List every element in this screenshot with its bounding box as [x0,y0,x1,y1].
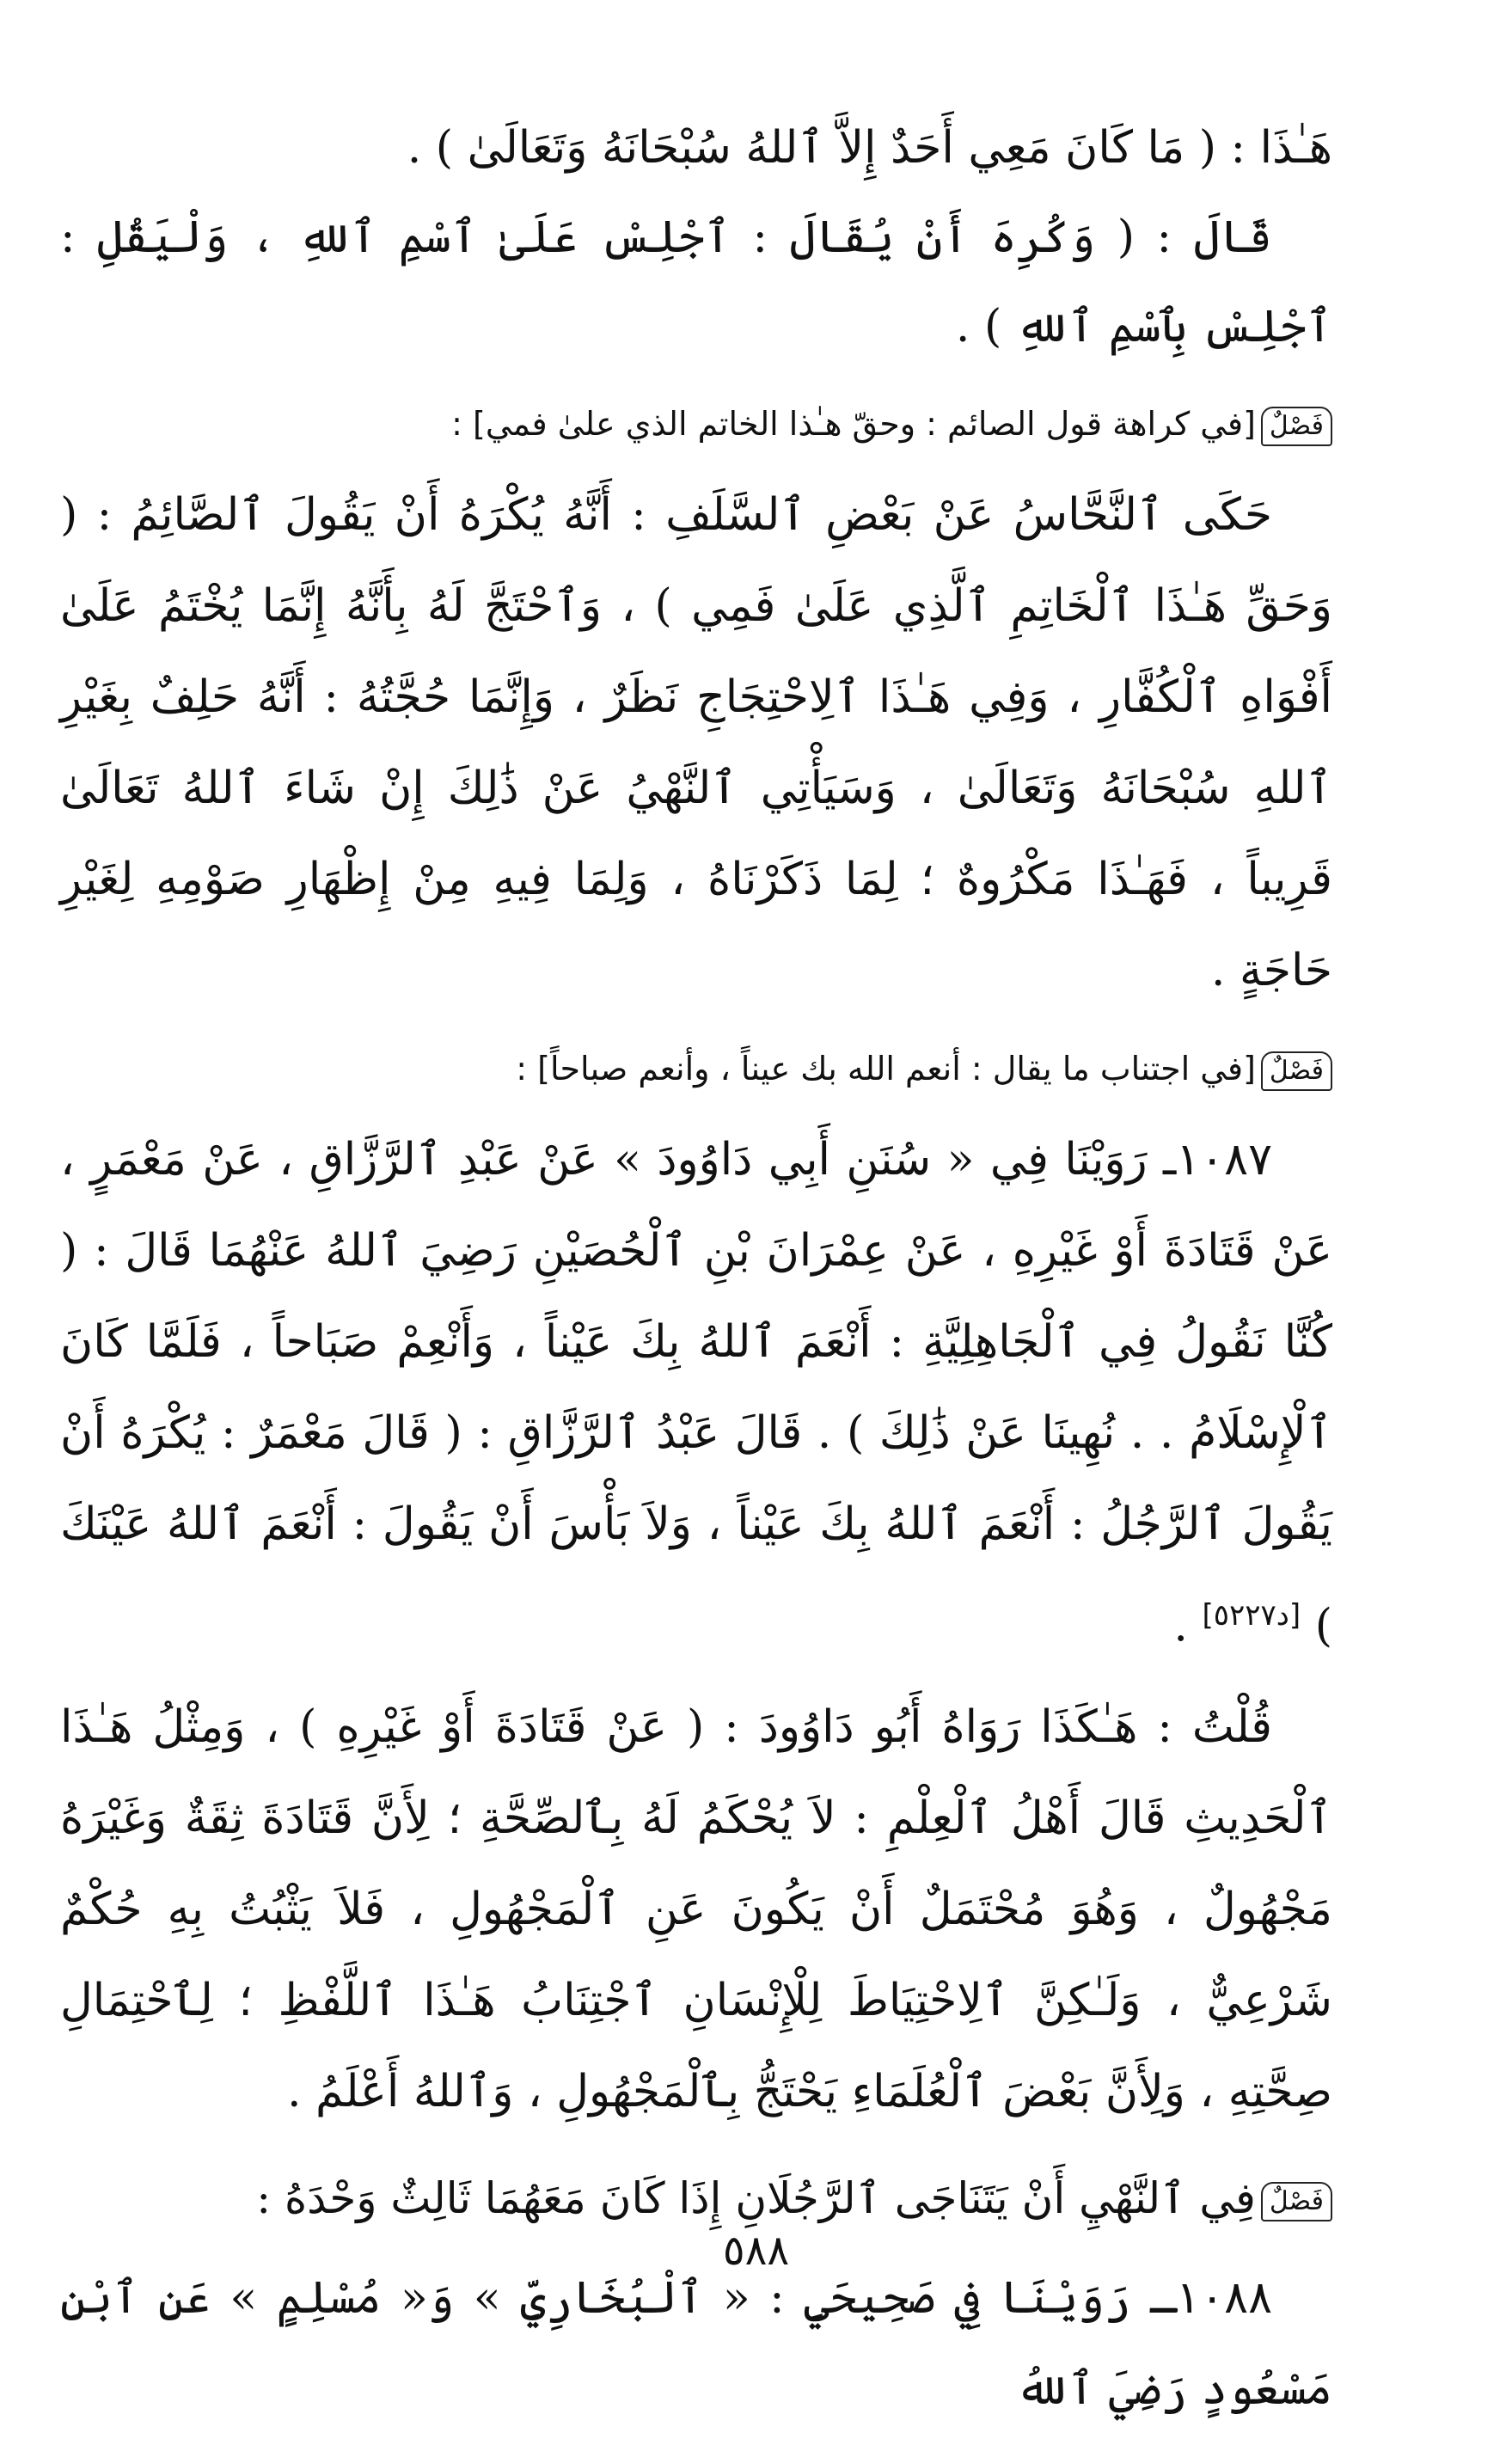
source-reference: [د٥٢٢٧] [1202,1598,1301,1633]
section-heading-2 [60,1039,1332,1099]
paragraph-hadith-1087 [60,1114,1332,1671]
paragraph-hadith-1088: ١٠٨٨ـ رَوَيْنَا فِي صَحِيحَيِ : « ٱلْبُخَارِيِّ » وَ« مُسْلِمٍ » عَنِ ٱبْنِ مَسْعُودٍ رَضِيَ ٱللهُ [60,2272,1332,2416]
paragraph-1: حَكَى ٱلنَّحَّاسُ عَنْ بَعْضِ ٱلسَّلَفِ : أَنَّهُ يُكْرَهُ أَنْ يَقُولَ ٱلصَّائِمُ : ( وَحَقِّ هَـٰذَا ٱلْخَاتِمِ ٱلَّذِي عَلَىٰ فَمِي ) ، وَٱحْتَجَّ لَهُ بِأَنَّهُ إِنَّمَا يُخْتَمُ عَلَىٰ أَفْوَاهِ ٱلْكُفَّارِ ، وَفِي هَـٰذَا ٱلِاحْتِجَاجِ نَظَرٌ ، وَإِنَّمَا حُجَّتُهُ : أَنَّهُ حَلِفٌ بِغَيْرِ ٱللهِ سُبْحَانَهُ وَتَعَالَىٰ ، وَسَيَأْتِي ٱلنَّهْيُ عَنْ ذَٰلِكَ إِنْ شَاءَ ٱللهُ تَعَالَىٰ قَرِيباً ، فَهَـٰذَا مَكْرُوهٌ ؛ لِمَا ذَكَرْنَاهُ ، وَلِمَا فِيهِ مِنْ إِظْهَارِ صَوْمِهِ لِغَيْرِ حَاجَةٍ . [60,489,1332,996]
section-title-3: فِي ٱلنَّهْيِ أَنْ يَتَنَاجَى ٱلرَّجُلَانِ إِذَا كَانَ مَعَهُمَا ثَالِثٌ وَحْدَهُ : [256,2173,1256,2224]
fasl-ornament: فَصْلٌ [1261,407,1332,446]
text-line-1: هَـٰذَا : ( مَا كَانَ مَعِي أَحَدٌ إِلاَّ ٱللهُ سُبْحَانَهُ وَتَعَالَىٰ ) . [407,122,1332,174]
paragraph-end: . [1173,1600,1203,1652]
section-title-2: [في اجتناب ما يقال : أنعم الله بك عيناً ، وأنعم صباحاً] : [516,1050,1256,1088]
hadith-text: ١٠٨٧ـ رَوَيْنَا فِي « سُنَنِ أَبِي دَاوُودَ » عَنْ عَبْدِ ٱلرَّزَّاقِ ، عَنْ مَعْمَرٍ ، عَنْ قَتَادَةَ أَوْ غَيْرِهِ ، عَنْ عِمْرَانَ بْنِ ٱلْحُصَيْنِ رَضِيَ ٱللهُ عَنْهُمَا قَالَ : ( كُنَّا نَقُولُ فِي ٱلْجَاهِلِيَّةِ : أَنْعَمَ ٱللهُ بِكَ عَيْناً ، وَأَنْعِمْ صَبَاحاً ، فَلَمَّا كَانَ ٱلْإِسْلَامُ . . نُهِينَا عَنْ ذَٰلِكَ ) . قَالَ عَبْدُ ٱلرَّزَّاقِ : ( قَالَ مَعْمَرٌ : يُكْرَهُ أَنْ يَقُولَ ٱلرَّجُلُ : أَنْعَمَ ٱللهُ بِكَ عَيْناً ، وَلاَ بَأْسَ أَنْ يَقُولَ : أَنْعَمَ ٱللهُ عَيْنَكَ ) [60,1134,1332,1652]
section-title-1: [في كراهة قول الصائم : وحقّ هـٰذا الخاتم الذي علىٰ فمي] : [451,405,1256,443]
page-body [60,103,1332,2445]
paragraph-commentary: قُلْتُ : هَـٰكَذَا رَوَاهُ أَبُو دَاوُودَ : ( عَنْ قَتَادَةَ أَوْ غَيْرِهِ ) ، وَمِثْلُ هَـٰذَا ٱلْحَدِيثِ قَالَ أَهْلُ ٱلْعِلْمِ : لاَ يُحْكَمُ لَهُ بِٱلصِّحَّةِ ؛ لِأَنَّ قَتَادَةَ ثِقَةٌ وَغَيْرَهُ مَجْهُولٌ ، وَهُوَ مُحْتَمَلٌ أَنْ يَكُونَ عَنِ ٱلْمَجْهُولِ ، فَلاَ يَثْبُتُ بِهِ حُكْمٌ شَرْعِيٌّ ، وَلَـٰكِنَّ ٱلِاحْتِيَاطَ لِلْإِنْسَانِ ٱجْتِنَابُ هَـٰذَا ٱللَّفْظِ ؛ لِٱحْتِمَالِ صِحَّتِهِ ، وَلِأَنَّ بَعْضَ ٱلْعُلَمَاءِ يَحْتَجُّ بِٱلْمَجْهُولِ ، وَٱللهُ أَعْلَمُ . [60,1701,1332,2118]
text-line-2: قَالَ : ( وَكُرِهَ أَنْ يُقَالَ : ٱجْلِسْ عَلَىٰ ٱسْمِ ٱللهِ ، وَلْيَقُلِ : ٱجْلِسْ بِٱسْمِ ٱللهِ ) . [60,211,1332,352]
fasl-ornament: فَصْلٌ [1261,1051,1332,1091]
section-heading-1 [60,394,1332,454]
page-number: ٥٨٨ [722,2227,790,2275]
fasl-ornament: فَصْلٌ [1261,2182,1332,2221]
section-heading-3 [60,2160,1332,2237]
